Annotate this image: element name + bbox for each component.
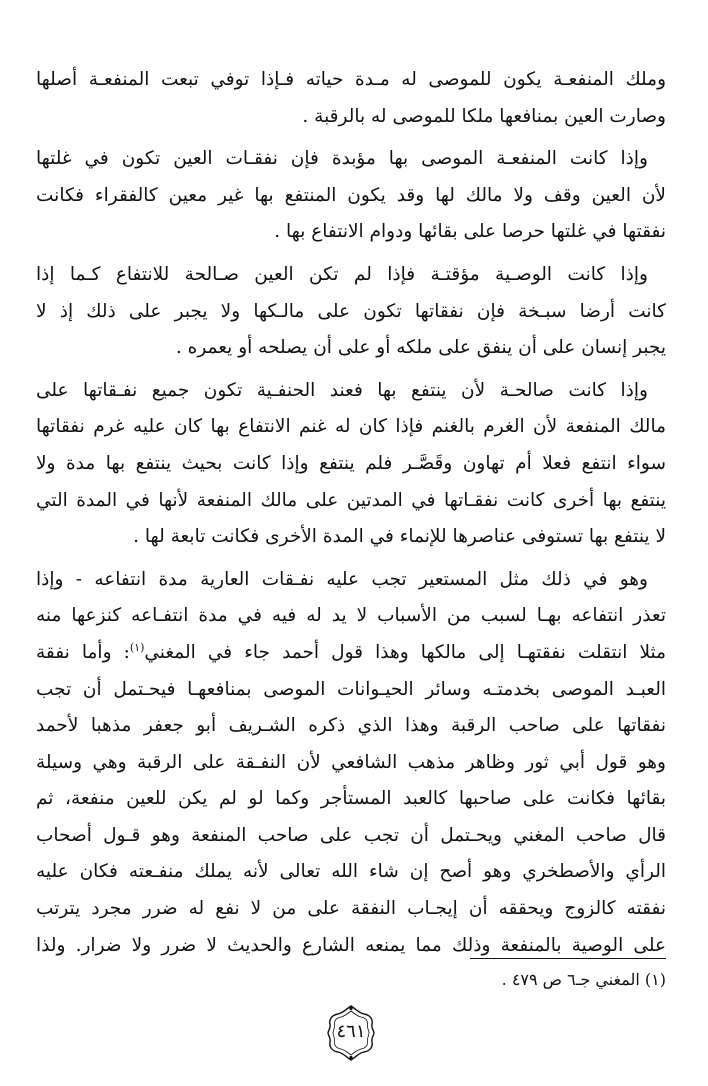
page-number: ٤٦١ — [336, 1021, 366, 1042]
text-line: ينتفع بها أخرى كانت نفقـاتها في المدتين على مالك المنفعة لأنها في المدة التي — [36, 489, 666, 511]
text-line: نفقاتها على صاحب الرقبة وهذا الذي ذكره الشـريف أبو جعفر مذهبا لأحمد — [36, 715, 666, 737]
text-line: وصارت العين بمنافعها ملكا للموصى له بالرقبة . — [302, 105, 666, 127]
text-line: بقائها فكانت على صاحبها كالعبد المستأجر وكما لو لم يكن للعين منفعة، ثم — [36, 788, 666, 810]
text-line: نفقتها في غلتها حرصا على بقائها ودوام الانتفاع بها . — [274, 221, 666, 243]
text-line: لأن العين وقف ولا مالك لها وقد يكون المنتفع بها غير معين كالفقراء فكانت — [36, 184, 666, 206]
text-line: الرأي والأصطخري وهو أصح إن شاء الله تعالى لأنه يملك منفـعته فكان عليه — [36, 861, 666, 883]
paragraph-5 — [36, 562, 666, 965]
text-line: يجبر إنسان على أن ينفق على ملكه أو على أن يصلحه أو يعمره . — [175, 337, 666, 359]
text-line: مالك المنفعة لأن الغرم بالغنم فإذا كان له غنم الانتفاع بها كان عليه غرم نفقاتها — [36, 416, 666, 438]
paragraph-3 — [36, 257, 666, 367]
text-segment: مثلا انتقلت نفقتهـا إلى مالكها وهذا قول أحمد جاء في المغني — [144, 641, 666, 663]
paragraph-2 — [36, 141, 666, 251]
text-segment: : وأما نفقة — [36, 641, 130, 663]
text-line: العبـد الموصى بخدمتـه وسائر الحيـوانات الموصى بمنافعهـا فيحـتمل أن تجب — [36, 678, 666, 700]
text-line: وإذا كانت الوصـية مؤقتـة فإذا لم تكن العين صـالحة للانتفاع كـما إذا — [36, 263, 648, 285]
text-line: وهو قول أبي ثور وظاهر مذهب الشافعي لأن النفـقة على الرقبة وهي وسيلة — [36, 751, 666, 773]
text-line: كانت أرضا سبـخة فإن نفقاتها تكون على مالـكها ولا يجبر على ذلك إذ لا — [36, 300, 666, 322]
footnote-divider — [470, 958, 666, 959]
footnote: (١) المغني جـ٦ ص ٤٧٩ . — [501, 970, 666, 989]
text-line: لا ينتفع بها تستوفى عناصرها للإنماء في المدة الأخرى فكانت تابعة لها . — [133, 526, 666, 548]
text-line: وإذا كانت صالحـة لأن ينتفع بها فعند الحنفـية تكون جميع نفـقاتها على — [36, 379, 648, 401]
text-line: على الوصية بالمنفعة وذلك مما يمنعه الشارع والحديث لا ضرر ولا ضرار. ولذا — [36, 934, 666, 956]
text-line: قال صاحب المغني ويحـتمل أن تجب على صاحب المنفعة وهو قـول أصحاب — [36, 824, 666, 846]
text-line: تعذر انتفاعه بهـا لسبب من الأسباب لا يد له فيه في مدة انتفـاعه كنزعها منه — [36, 605, 666, 627]
text-line: وملك المنفعـة يكون للموصى له مـدة حياته فـإذا توفي تبعت المنفعـة أصلها — [36, 69, 666, 90]
text-line: وهو في ذلك مثل المستعير تجب عليه نفـقات العارية مدة انتفاعه - وإذا — [36, 568, 648, 590]
text-line: نفقته كالزوج ويحققه أن إيجـاب النفقة على من لا نفع له ضرر مجرد يترتب — [36, 898, 666, 920]
paragraph-4 — [36, 373, 666, 556]
footnote-reference: (١) — [129, 640, 145, 654]
paragraph-1 — [36, 62, 666, 135]
text-line: سواء انتفع فعلا أم تهاون وقَصَّـر فلم ينتفع وإذا كانت بحيث ينتفع بها مدة ولا — [36, 452, 666, 474]
text-line-with-footnote — [36, 635, 666, 672]
text-line: وإذا كانت المنفعـة الموصى بها مؤبدة فإن نفقـات العين تكون في غلتها — [36, 148, 648, 170]
